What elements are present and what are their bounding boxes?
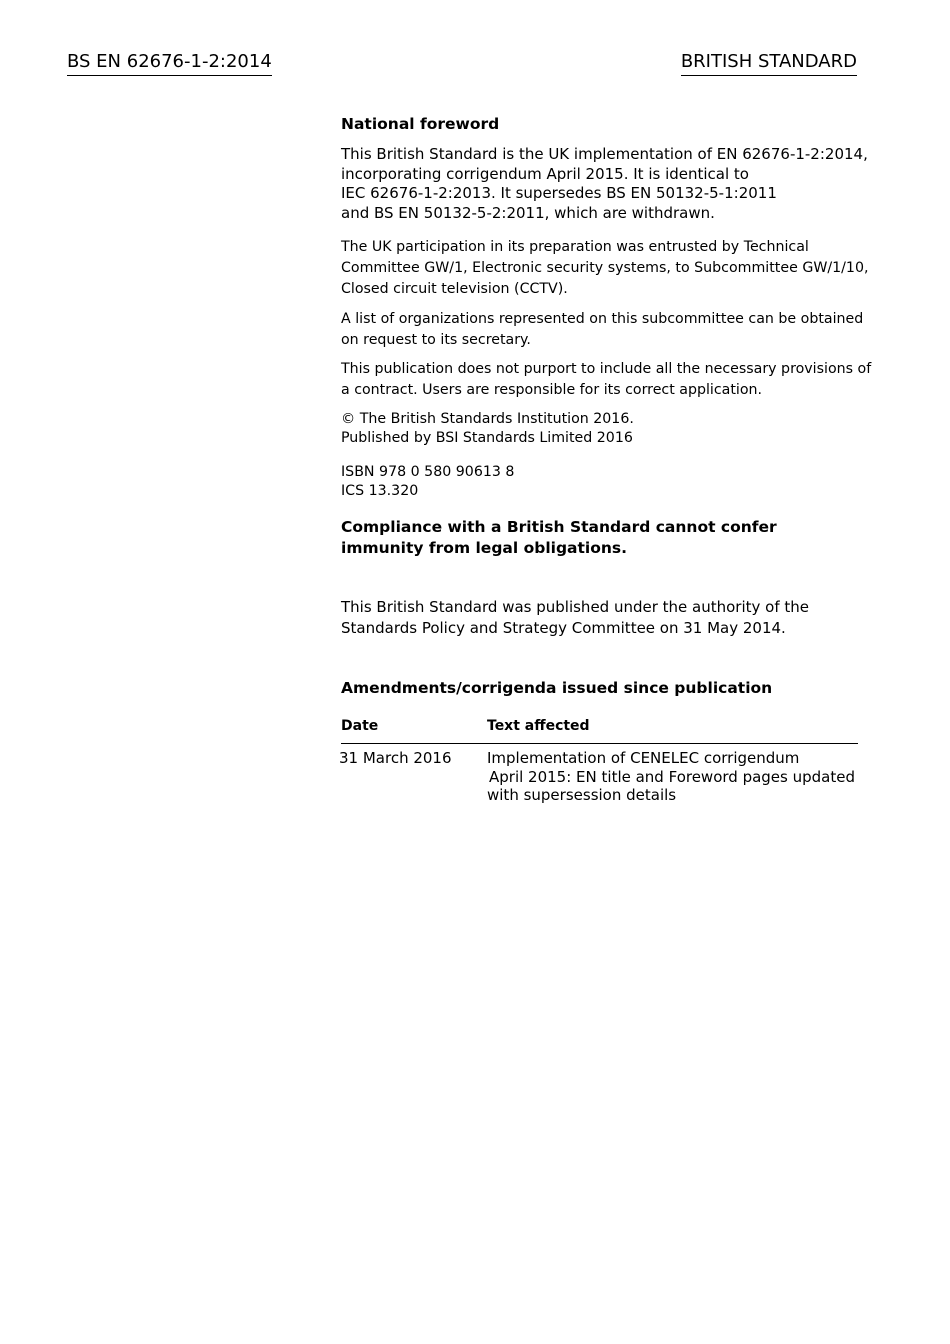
ics-line: ICS 13.320 [341, 483, 419, 499]
isbn-line: ISBN 978 0 580 90613 8 [341, 464, 515, 480]
date-column-header: Date [341, 718, 379, 734]
national-foreword-section [341, 114, 876, 698]
foreword-paragraph-implementation [341, 145, 876, 223]
document-number-header: BS EN 62676-1-2:2014 [67, 50, 272, 76]
amendment-date: 31 March 2016 [339, 749, 452, 767]
implementation-line: incorporating corrigendum April 2015. It is identical to [341, 164, 749, 183]
foreword-title: National foreword [341, 115, 500, 133]
document-type-header: BRITISH STANDARD [681, 50, 857, 76]
implementation-line: IEC 62676-1-2:2013. It supersedes BS EN 50132-5-1:2011 [341, 184, 777, 202]
foreword-paragraph-organizations: A list of organizations represented on this subcommittee can be obtained on request to its secretary. [341, 311, 864, 348]
text-affected-column-header: Text affected [487, 718, 590, 734]
foreword-paragraph-provisions: This publication does not purport to include all the necessary provisions of a contract. Users are responsible for its correct application. [341, 361, 872, 398]
foreword-paragraph-committee: The UK participation in its preparation was entrusted by Technical Committee GW/1, Electronic security systems, to Subcommittee GW/1/10, Closed circuit television (CCTV). [341, 239, 869, 297]
amendment-text-line: with supersession details [487, 786, 677, 804]
authority-statement: This British Standard was published under the authority of the Standards Policy and Strategy Committee on 31 May 2014. [341, 598, 810, 637]
amendment-text [487, 749, 858, 805]
table-row [341, 744, 858, 805]
implementation-line: This British Standard is the UK implementation of EN 62676-1-2:2014, [341, 145, 868, 163]
amendment-text-line: Implementation of CENELEC corrigendum [487, 749, 800, 767]
identifiers-block [341, 463, 876, 501]
amendment-text-line: April 2015: EN title and Foreword pages updated [489, 767, 855, 786]
implementation-line: and BS EN 50132-5-2:2011, which are withdrawn. [341, 203, 715, 222]
copyright-block [341, 410, 876, 447]
copyright-line: © The British Standards Institution 2016. [341, 411, 634, 427]
table-header-row [341, 715, 858, 744]
amendments-title: Amendments/corrigenda issued since publication [341, 679, 773, 697]
amendments-table [341, 715, 858, 805]
compliance-statement: Compliance with a British Standard cannot confer immunity from legal obligations. [341, 518, 777, 557]
publisher-line: Published by BSI Standards Limited 2016 [341, 429, 633, 446]
